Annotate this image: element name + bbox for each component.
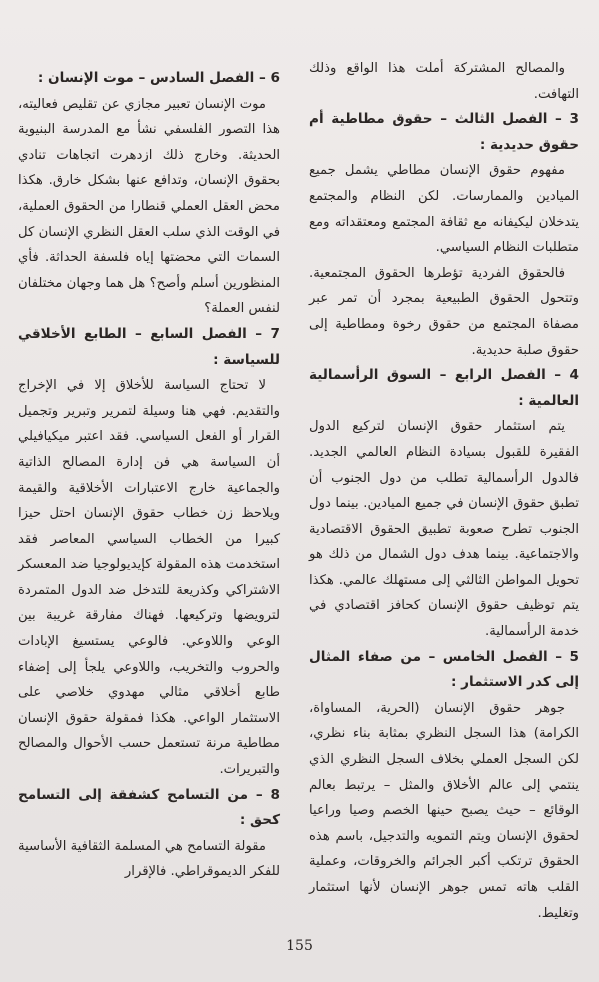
page-number: 155 <box>286 938 313 954</box>
heading-chapter-5: 5 – الفصل الخامس – من صفاء المثال إلى كدر الاستثمار : <box>309 648 579 691</box>
paragraph-chapter-8: مقولة التسامح هي المسلمة الثقافية الأساسية للفكر الديموقراطي. فالإقرار <box>18 838 280 880</box>
heading-chapter-4: 4 – الفصل الرابع – السوق الرأسمالية العالمية : <box>309 367 579 409</box>
paragraph-chapter-3b: فالحقوق الفردية تؤطرها الحقوق المجتمعية. وتتحول الحقوق الطبيعية بمجرد أن تمر عبر مصفاة المجتمع من حقوق رخوة ومطاطية إلى حقوق صلبة حديدية. <box>309 265 579 358</box>
paragraph-chapter-7: لا تحتاج السياسة للأخلاق إلا في الإخراج والتقديم. فهي هنا وسيلة لتمرير وتبرير وتجميل القرار أو الفعل السياسي. فقد اعتبر ميكيافيلي أن السياسة هي فن إدارة المصالح الذاتية والجماعية خارج الاعتبارات الأخلاقية والقيمة ويلاحظ زن خطاب حقوق الإنسان احتل حيزا كبيرا من الخطاب السياسي المعاصر فقد استخدمت هذه المقولة كإيديولوجيا ضد المعسكر الاشتراكي وكذريعة للتدخل ضد الدول المتمردة لترويضها وتركيعها. فهناك مفارقة غريبة بين الوعي واللاوعي. فالوعي يستسيغ الإبادات والحروب والتخريب، واللاوعي يلجأ إلى إضفاء طابع أخلاقي مثالي مهدوي خلاصي على الاستثمار الواعي. هكذا فمقولة حقوق الإنسان مطاطية مرنة تستعمل حسب الأحوال والمصالح والتبريرات. <box>18 378 280 778</box>
paragraph-chapter-4: يتم استثمار حقوق الإنسان لتركيع الدول الفقيرة للقبول بسيادة النظام العالمي الجديد. فالدول الرأسمالية تطلب من دول الجنوب أن تطبق حقوق الإنسان في جميع الميادين. بينما دول الجنوب تطرح صعوبة تطبيق الحقوق الاقتصادية والاجتماعية. بينما هدف دول الشمال من ذلك هو تحويل المواطن الثالثي إلى مستهلك عالمي. هكذا يتم توظيف حقوق الإنسان كحافز اقتصادي في خدمة الرأسمالية. <box>309 419 579 640</box>
heading-chapter-3: 3 – الفصل الثالث – حقوق مطاطية أم حقوق حديدية : <box>309 111 579 153</box>
heading-chapter-7: 7 – الفصل السابع – الطابع الأخلاقي للسياسة : <box>18 325 280 368</box>
paragraph-chapter-6: موت الإنسان تعبير مجازي عن تقليص فعاليته، هذا التصور الفلسفي نشأ مع المدرسة البنيوية الحديثة. وخارج ذلك ازدهرت اتجاهات تنادي بحقوق الإنسان، وتدافع عنها بشكل خارق. هكذا محض العقل العملي قنطارا من الحقوق العملية، في الوقت الذي سلب العقل النظري الإنسان كل السمات التي محضتها إياه فلسفة الحداثة. فأي المنظورين أسلم وأصح؟ هل هما وجهان مختلفان لنفس العملة؟ <box>18 96 280 317</box>
heading-chapter-6: 6 – الفصل السادس – موت الإنسان : <box>37 70 280 86</box>
paragraph-chapter-5: جوهر حقوق الإنسان (الحرية، المساواة، الكرامة) هذا السجل النظري بمثابة بناء نظري، لكن السجل العملي بخلاف السجل النظري الذي ينتمي إلى عالم الأخلاق والمثل – يرتبط بعالم الوقائع – حيث يصبح حينها الخصم وصيا وراعيا لحقوق الإنسان ويتم التمويه والتدجيل، باسم هذه الحقوق ترتكب أكبر الجرائم والخروقات، وعملية القلب هاته تمس جوهر الإنسان لأنها استثمار وتغليط. <box>309 700 579 921</box>
paragraph-chapter-3a: مفهوم حقوق الإنسان مطاطي يشمل جميع الميادين والممارسات. لكن النظام والمجتمع يتدخلان ليكيفانه مع ثقافة المجتمع ومعتقداته ومع متطلبات النظام السياسي. <box>309 163 579 256</box>
paragraph-continuation: والمصالح المشتركة أملت هذا الواقع وذلك التهافت. <box>309 61 579 102</box>
right-column <box>309 56 579 926</box>
left-column <box>18 66 280 885</box>
heading-chapter-8: 8 – من التسامح كشفقة إلى التسامح كحق : <box>18 786 280 829</box>
